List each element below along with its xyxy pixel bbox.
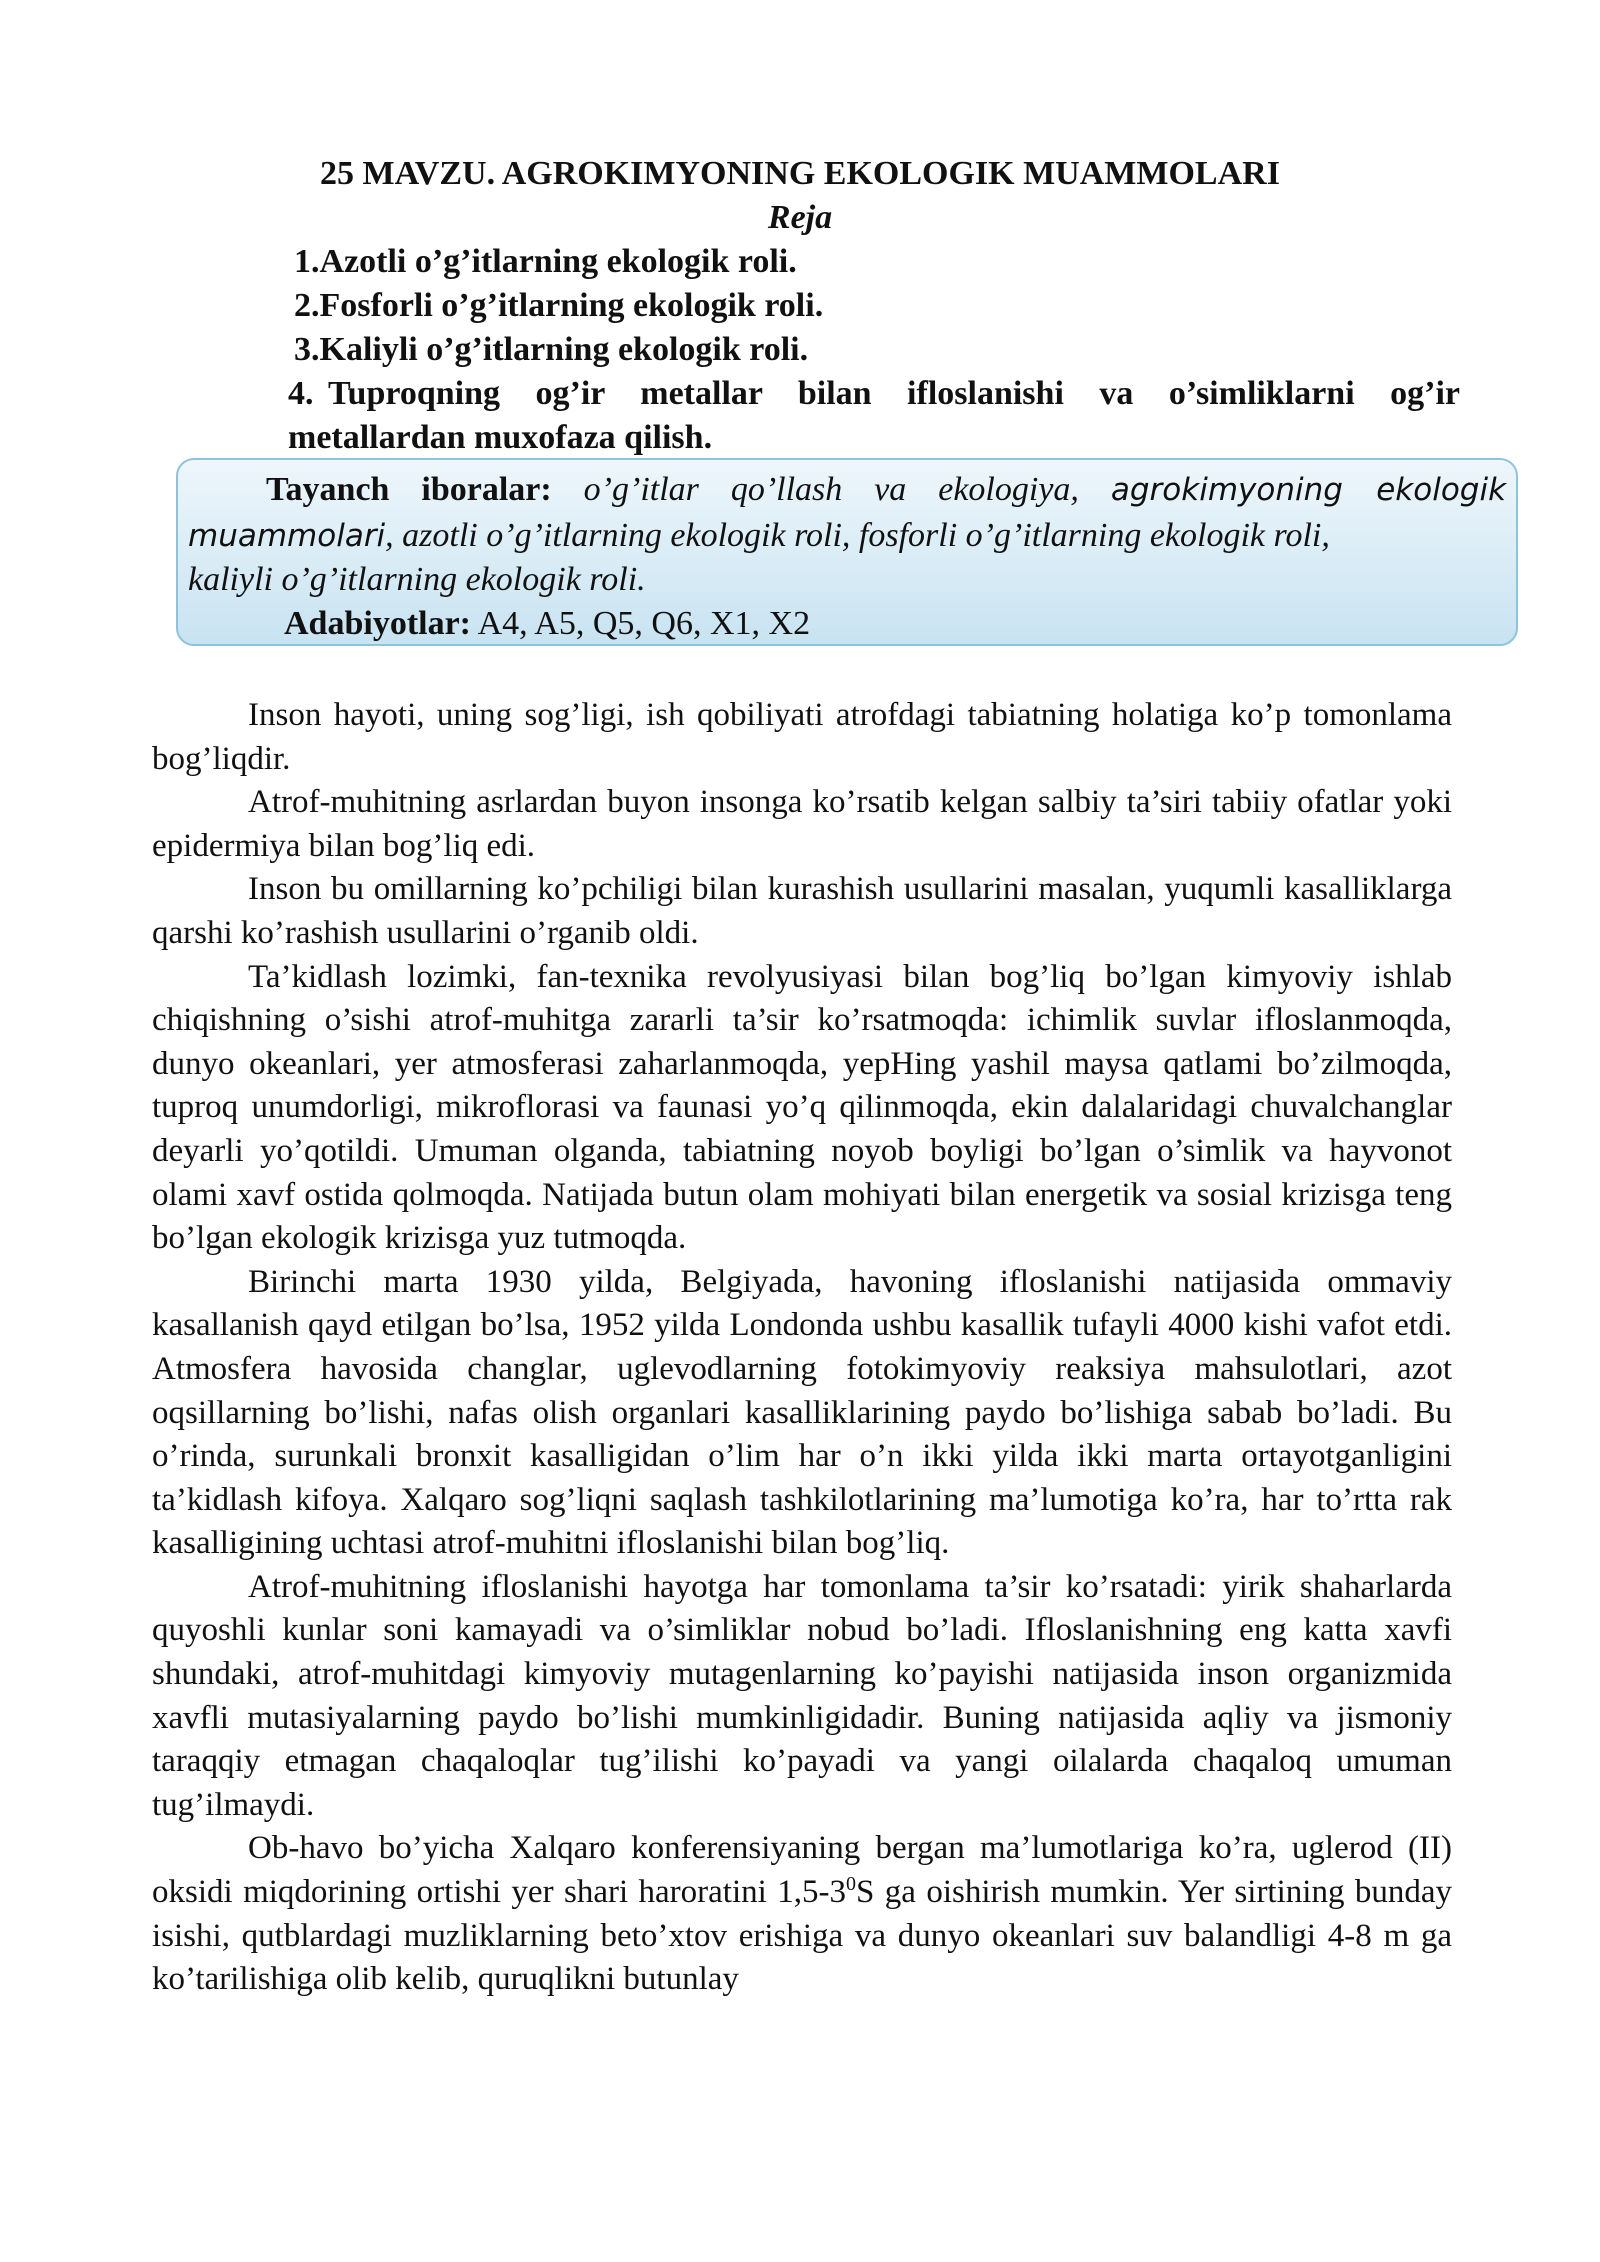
paragraph-6: Atrof-muhitning ifloslanishi hayotga har tomonlama ta’sir ko’rsatadi: yirik shaharlarda quyoshli kunlar soni kamayadi va o’simliklar nobud bo’ladi. Ifloslanishning eng katta xavfi shundaki, atrof-muhitdagi kimyoviy mutagenlarning ko’payishi natijasida inson organizmida xavfli mutasiyalarning paydo bo’lishi mumkinligidadir. Buning natijasida aqliy va jismoniy taraqqiy etmagan chaqaloqlar tug’ilishi ko’payadi va yangi oilalarda chaqaloq umuman tug’ilmaydi. (152, 1568, 1452, 1823)
plan-item-4-text-line1: Tuproqning og’ir metallar bilan ifloslanishi va o’simliklarni og’ir (328, 375, 1460, 412)
document-title: 25 MAVZU. AGROKIMYONING EKOLOGIK MUAMMOLARI (320, 155, 1280, 192)
plan-item-2: 2.Fosforli o’g’itlarning ekologik roli. (294, 287, 824, 324)
paragraph-2: Atrof-muhitning asrlardan buyon insonga ko’rsatib kelgan salbiy ta’siri tabiiy ofatlar yoki epidermiya bilan bog’liq edi. (152, 784, 1452, 864)
paragraph-7-text-b: S ga oishirish mumkin. Yer sirtining bunday isishi, qutblardagi muzliklarning beto’xtov erishiga va dunyo okeanlari suv balandligi 4-8 m ga ko’tarilishiga olib kelib, quruqlikni butunlay (152, 1874, 1453, 1998)
plan-item-1: 1.Azotli o’g’itlarning ekologik roli. (294, 243, 797, 280)
literature-value: A4, A5, Q5, Q6, X1, X2 (477, 605, 811, 642)
plan-heading: Reja (767, 199, 833, 236)
paragraph-3: Inson bu omillarning ko’pchiligi bilan kurashish usullarini masalan, yuqumli kasalliklarga qarshi ko’rashish usullarini o’rganib oldi. (152, 871, 1452, 951)
keywords-text-2b: , azotli o’g’itlarning ekologik roli, fosforli o’g’itlarning ekologik roli, (385, 517, 1330, 554)
body-text (152, 694, 1452, 2002)
paragraph-7 (152, 1827, 1452, 2001)
keywords-box (176, 458, 1518, 646)
keywords-line-2 (188, 514, 1330, 558)
plan-item-4-line1 (288, 372, 1460, 416)
temperature-superscript: 0 (845, 1873, 856, 1896)
keywords-line-3: kaliyli o’g’itlarning ekologik roli. (188, 561, 646, 598)
plan-item-4 (288, 372, 1460, 460)
plan-item-3: 3.Kaliyli o’g’itlarning ekologik roli. (294, 331, 809, 368)
keywords-text-2a: muammolari (188, 518, 386, 554)
paragraph-4: Ta’kidlash lozimki, fan-texnika revolyusiyasi bilan bog’liq bo’lgan kimyoviy ishlab chiqishning o’sishi atrof-muhitga zararli ta’sir ko’rsatmoqda: ichimlik suvlar ifloslanmoqda, dunyo okeanlari, yer atmosferasi zaharlanmoqda, yepHing yashil maysa qatlami bo’zilmoqda, tuproq unumdorligi, mikroflorasi va faunasi yo’q qilinmoqda, ekin dalalaridagi chuvalchanglar deyarli yo’qotildi. Umuman olganda, tabiatning noyob boyligi bo’lgan o’simlik va hayvonot olami xavf ostida qolmoqda. Natijada butun olam mohiyati bilan energetik va sosial krizisga teng bo’lgan ekologik krizisga yuz tutmoqda. (152, 958, 1452, 1257)
keywords-text-1a: o’g’itlar qo’llash va ekologiya, (583, 471, 1079, 508)
keywords-text-1b: agrokimyoning ekologik (1110, 472, 1507, 508)
plan-item-4-text-line2: metallardan muxofaza qilish. (288, 419, 713, 456)
plan-item-4-number: 4. (288, 375, 314, 412)
keywords-label: Tayanch iboralar: (266, 471, 552, 508)
literature-line (284, 602, 810, 646)
keywords-line-1 (266, 468, 1506, 512)
paragraph-1: Inson hayoti, uning sog’ligi, ish qobiliyati atrofdagi tabiatning holatiga ko’p tomonlama bog’liqdir. (152, 697, 1452, 777)
paragraph-5: Birinchi marta 1930 yilda, Belgiyada, havoning ifloslanishi natijasida ommaviy kasallanish qayd etilgan bo’lsa, 1952 yilda Londonda ushbu kasallik tufayli 4000 kishi vafot etdi. Atmosfera havosida changlar, uglevodlarning fotokimyoviy reaksiya mahsulotlari, azot oqsillarning bo’lishi, nafas olish organlari kasalliklarining paydo bo’lishiga sabab bo’ladi. Bu o’rinda, surunkali bronxit kasalligidan o’lim har o’n ikki yilda ikki marta ortayotganligini ta’kidlash kifoya. Xalqaro sog’liqni saqlash tashkilotlarining ma’lumotiga ko’ra, har to’rtta rak kasalligining uchtasi atrof-muhitni ifloslanishi bilan bog’liq. (152, 1263, 1452, 1562)
paragraph-7-text-a: Ob-havo bo’yicha Xalqaro konferensiyaning bergan ma’lumotlariga ko’ra, uglerod (II) oksidi miqdorining ortishi yer shari haroratini 1,5-3 (152, 1830, 1452, 1911)
literature-label: Adabiyotlar: (284, 605, 471, 642)
